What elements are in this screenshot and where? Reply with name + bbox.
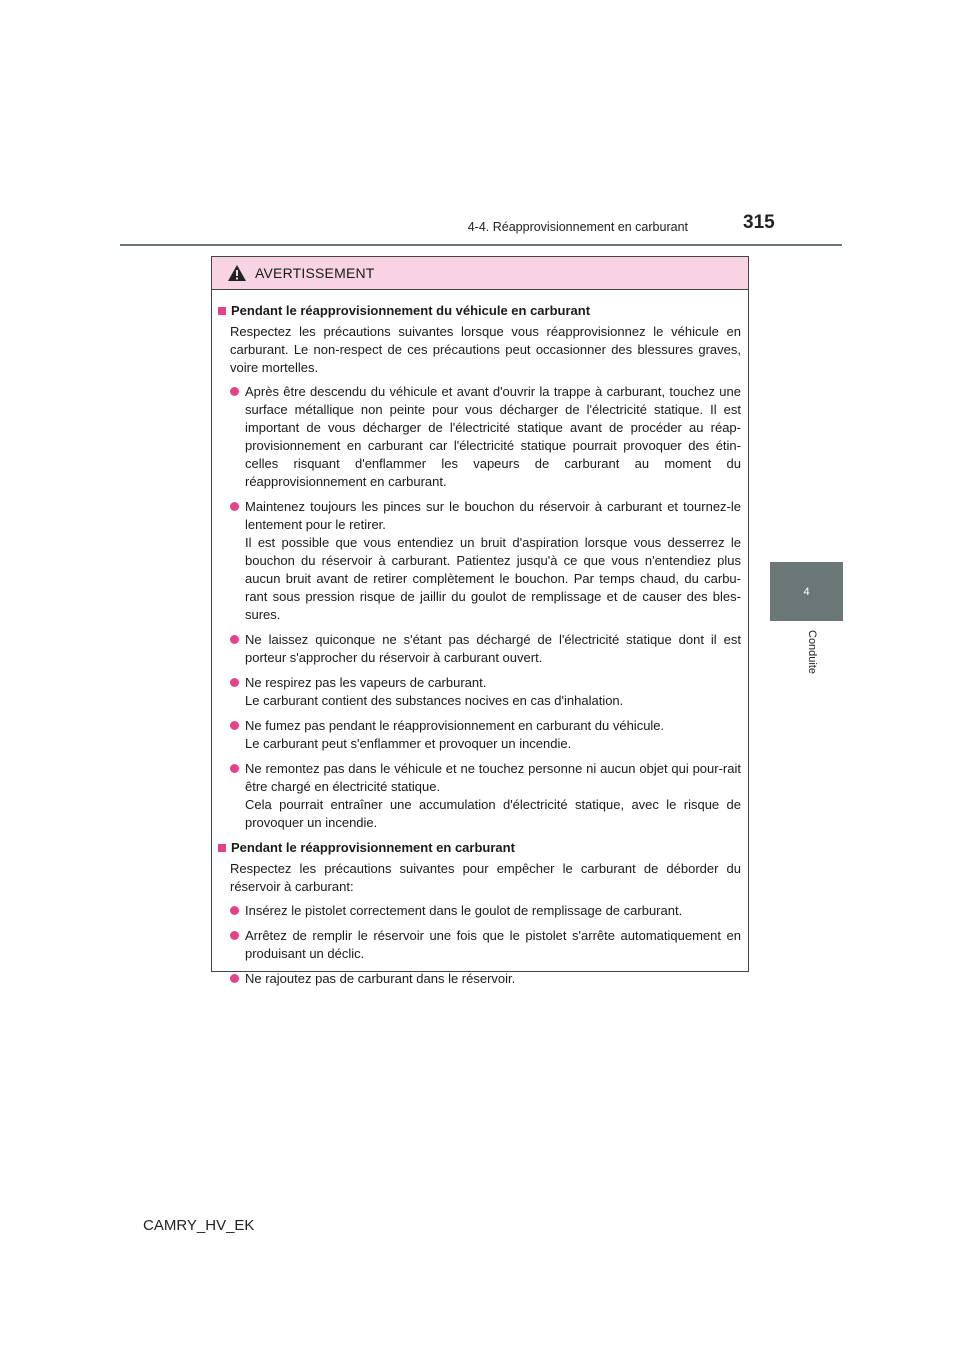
list-item — [230, 383, 741, 491]
list-item-text: Insérez le pistolet correctement dans le goulot de remplissage de carburant. — [245, 903, 683, 918]
warning-body — [212, 290, 748, 988]
list-item-text: Maintenez toujours les pinces sur le bouchon du réservoir à carburant et tournez-le lentement pour le retirer. — [245, 499, 741, 532]
section-title-text: Pendant le réapprovisionnement en carburant — [231, 840, 515, 855]
bullet-dot-icon — [230, 974, 239, 983]
chapter-tab — [770, 562, 843, 621]
list-item-text: Cela pourrait entraîner une accumulation d'électricité statique, avec le risque de provoquer un incendie. — [245, 797, 741, 830]
list-item-text: Le carburant contient des substances nocives en cas d'inhalation. — [245, 693, 624, 708]
list-item-text: Le carburant peut s'enflammer et provoquer un incendie. — [245, 736, 572, 751]
section-intro: Respectez les précautions suivantes lorsque vous réapprovisionnez le véhicule en carburant. Le non-respect de ces précautions peut occasionner des blessures graves, voire mortelles. — [230, 324, 741, 375]
list-item — [230, 674, 741, 710]
section-title-text: Pendant le réapprovisionnement du véhicule en carburant — [231, 303, 591, 318]
bullet-dot-icon — [230, 931, 239, 940]
list-item-text: Ne fumez pas pendant le réapprovisionnement en carburant du véhicule. — [245, 718, 665, 733]
section-title — [218, 302, 741, 320]
header-rule — [120, 244, 842, 246]
warning-box — [211, 256, 749, 986]
chapter-tab-number: 4 — [803, 585, 810, 598]
page-number: 315 — [743, 212, 775, 233]
warning-triangle-icon — [227, 264, 247, 282]
list-item-text: Ne laissez quiconque ne s'étant pas déchargé de l'électricité statique dont il est porteur s'approcher du réservoir à carburant ouvert. — [245, 632, 741, 665]
list-item — [230, 927, 741, 963]
bullet-dot-icon — [230, 721, 239, 730]
list-item — [230, 760, 741, 832]
bullet-dot-icon — [230, 906, 239, 915]
list-item — [230, 498, 741, 624]
list-item-text: Il est possible que vous entendiez un bruit d'aspiration lorsque vous desserrez le bouchon du réservoir à carburant. Patientez jusqu'à ce que vous n'entendiez plus aucun bruit avant de retirer complètement le bouchon. Par temps chaud, du carbu-rant sous pression risque de jaillir du goulot de remplissage et de causer des bles-sures. — [245, 535, 741, 622]
square-bullet-icon — [218, 844, 226, 852]
square-bullet-icon — [218, 307, 226, 315]
model-code: CAMRY_HV_EK — [143, 1217, 255, 1234]
list-item-text: Ne respirez pas les vapeurs de carburant. — [245, 675, 487, 690]
bullet-dot-icon — [230, 764, 239, 773]
bullet-dot-icon — [230, 387, 239, 396]
list-item — [230, 902, 741, 920]
list-item-text: Après être descendu du véhicule et avant d'ouvrir la trappe à carburant, touchez une surface métallique non peinte pour vous décharger de l'électricité statique. Il est important de vous décharger de l'électricité statique avant de procéder au réap-provisionnement en carburant car l'électricité statique pourrait provoquer des étin-celles risquant d'enflammer les vapeurs de carburant au moment du réapprovisionnement en carburant. — [245, 384, 741, 489]
list-item-text: Arrêtez de remplir le réservoir une fois que le pistolet s'arrête automatiquement en produisant un déclic. — [245, 928, 741, 961]
list-item-text: Ne rajoutez pas de carburant dans le réservoir. — [245, 971, 516, 986]
section-title — [218, 839, 741, 857]
list-item — [230, 717, 741, 753]
warning-title: AVERTISSEMENT — [255, 265, 375, 281]
section-intro: Respectez les précautions suivantes pour empêcher le carburant de déborder du réservoir à carburant: — [230, 861, 741, 894]
list-item — [230, 631, 741, 667]
bullet-dot-icon — [230, 678, 239, 687]
list-item-text: Ne remontez pas dans le véhicule et ne touchez personne ni aucun objet qui pour-rait être chargé en électricité statique. — [245, 761, 741, 794]
bullet-dot-icon — [230, 635, 239, 644]
section-header: 4-4. Réapprovisionnement en carburant — [467, 220, 688, 234]
bullet-dot-icon — [230, 502, 239, 511]
warning-header — [212, 257, 748, 290]
chapter-label: Conduite — [806, 630, 818, 675]
list-item — [230, 970, 741, 988]
